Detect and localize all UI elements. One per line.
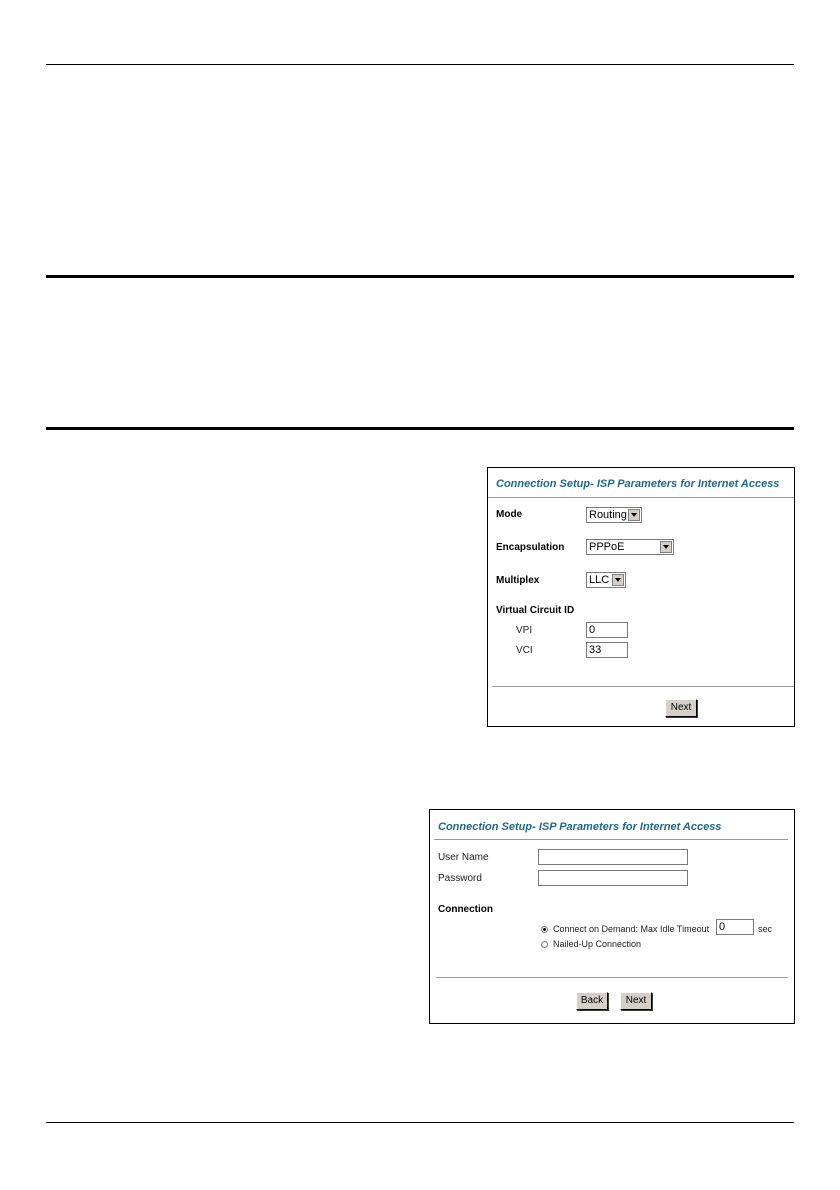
- idle-timeout-input[interactable]: 0: [716, 919, 754, 935]
- footer-divider: [436, 977, 788, 978]
- nailed-up-label: Nailed-Up Connection: [553, 939, 642, 949]
- encapsulation-value: PPPoE: [589, 541, 625, 553]
- footer-divider: [492, 686, 794, 687]
- connect-on-demand-label: Connect on Demand: Max Idle Timeout: [553, 924, 710, 934]
- vpi-label: VPI: [516, 625, 533, 636]
- chevron-down-icon[interactable]: [628, 509, 640, 521]
- footer-rule: [46, 1122, 794, 1123]
- back-button[interactable]: Back: [576, 992, 608, 1010]
- chevron-down-icon[interactable]: [660, 541, 672, 553]
- section-rule-bottom: [46, 427, 794, 430]
- multiplex-value: LLC: [589, 574, 610, 586]
- panel-title: Connection Setup- ISP Parameters for Internet Access: [496, 478, 780, 490]
- vpi-input[interactable]: 0: [586, 622, 628, 638]
- mode-select[interactable]: [586, 507, 642, 523]
- next-button[interactable]: Next: [665, 699, 697, 717]
- isp-parameters-panel-2: [429, 809, 795, 1024]
- isp-parameters-panel-1: [487, 467, 795, 727]
- password-input[interactable]: [538, 870, 688, 886]
- nailed-up-radio[interactable]: [541, 941, 548, 948]
- multiplex-label: Multiplex: [496, 575, 540, 586]
- username-label: User Name: [438, 852, 489, 863]
- title-divider: [434, 839, 788, 840]
- username-input[interactable]: [538, 849, 688, 865]
- next-button[interactable]: Next: [620, 992, 652, 1010]
- mode-label: Mode: [496, 509, 523, 520]
- vci-input[interactable]: 33: [586, 642, 628, 658]
- panel-title: Connection Setup- ISP Parameters for Internet Access: [438, 821, 722, 833]
- encapsulation-select[interactable]: [586, 539, 674, 555]
- multiplex-select[interactable]: [586, 572, 626, 588]
- connect-on-demand-radio[interactable]: [541, 926, 548, 933]
- virtual-circuit-label: Virtual Circuit ID: [496, 605, 575, 616]
- header-rule: [46, 64, 794, 65]
- encapsulation-label: Encapsulation: [496, 542, 565, 553]
- section-rule-top: [46, 275, 794, 278]
- vci-label: VCI: [516, 645, 533, 656]
- seconds-label: sec: [758, 924, 773, 934]
- password-label: Password: [438, 873, 482, 884]
- title-divider: [488, 497, 794, 498]
- connection-label: Connection: [438, 904, 493, 915]
- mode-value: Routing: [589, 509, 627, 521]
- chevron-down-icon[interactable]: [612, 574, 624, 586]
